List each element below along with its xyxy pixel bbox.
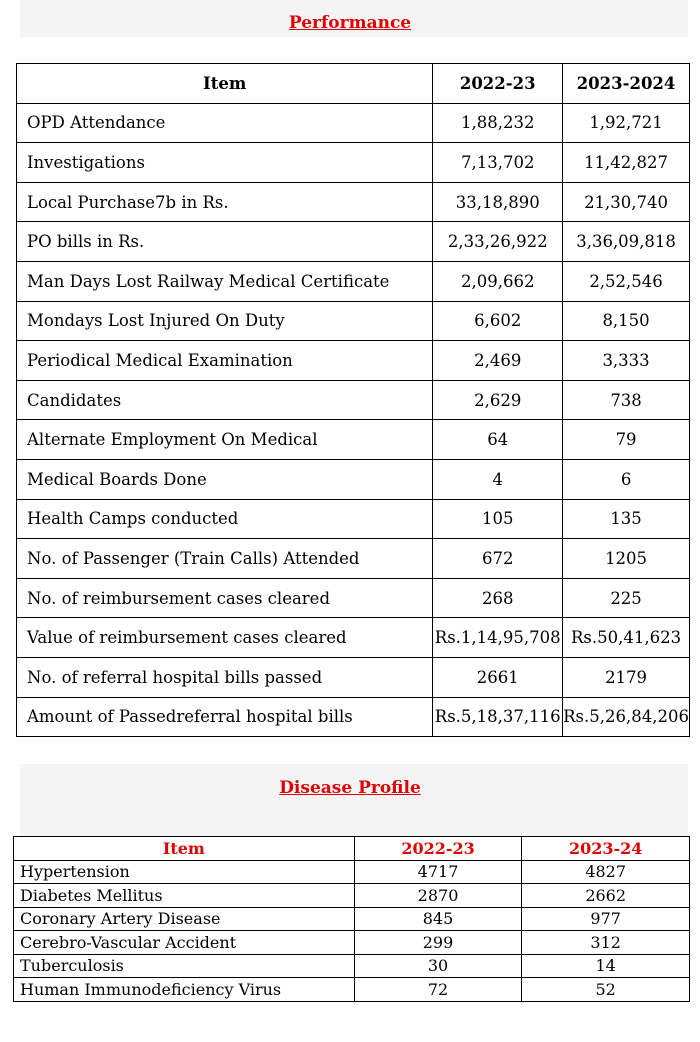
performance-item-cell: Alternate Employment On Medical [17,420,433,460]
performance-item-cell: Health Camps conducted [17,499,433,539]
disease-row [14,907,690,931]
performance-item-cell: Investigations [17,143,433,183]
performance-value-cell: 1205 [563,539,690,579]
performance-value-cell: 2,629 [433,380,563,420]
performance-item-cell: Mondays Lost Injured On Duty [17,301,433,341]
disease-item-cell: Hypertension [14,860,355,884]
performance-header-2023-2024: 2023-2024 [563,64,690,104]
performance-row [17,459,690,499]
disease-row [14,884,690,908]
performance-value-cell: Rs.1,14,95,708 [433,618,563,658]
performance-value-cell: 1,88,232 [433,103,563,143]
performance-value-cell: 11,42,827 [563,143,690,183]
performance-value-cell: 2,52,546 [563,261,690,301]
performance-value-cell: 135 [563,499,690,539]
disease-profile-table [13,836,690,1002]
performance-value-cell: 1,92,721 [563,103,690,143]
performance-value-cell: 268 [433,578,563,618]
performance-item-cell: No. of reimbursement cases cleared [17,578,433,618]
performance-row [17,380,690,420]
performance-row [17,143,690,183]
performance-value-cell: 105 [433,499,563,539]
performance-row [17,301,690,341]
disease-value-cell: 845 [354,907,522,931]
performance-value-cell: 3,36,09,818 [563,222,690,262]
disease-row [14,860,690,884]
performance-row [17,341,690,381]
performance-value-cell: 3,333 [563,341,690,381]
disease-header-2023-24: 2023-24 [522,837,690,861]
performance-item-cell: OPD Attendance [17,103,433,143]
disease-value-cell: 2870 [354,884,522,908]
performance-value-cell: 2,33,26,922 [433,222,563,262]
performance-header-item: Item [17,64,433,104]
performance-value-cell: 2179 [563,657,690,697]
performance-value-cell: 21,30,740 [563,182,690,222]
performance-item-cell: Periodical Medical Examination [17,341,433,381]
performance-value-cell: 2,469 [433,341,563,381]
disease-title-band [20,764,688,836]
performance-value-cell: 225 [563,578,690,618]
performance-row [17,499,690,539]
performance-item-cell: Candidates [17,380,433,420]
performance-value-cell: 738 [563,380,690,420]
performance-row [17,182,690,222]
performance-row [17,420,690,460]
performance-row [17,222,690,262]
performance-table [16,63,690,737]
disease-value-cell: 30 [354,954,522,978]
performance-item-cell: Value of reimbursement cases cleared [17,618,433,658]
disease-value-cell: 52 [522,978,690,1002]
performance-value-cell: 64 [433,420,563,460]
disease-item-cell: Diabetes Mellitus [14,884,355,908]
performance-item-cell: Medical Boards Done [17,459,433,499]
disease-item-cell: Coronary Artery Disease [14,907,355,931]
performance-value-cell: Rs.5,26,84,206 [563,697,690,737]
performance-value-cell: 8,150 [563,301,690,341]
performance-value-cell: Rs.50,41,623 [563,618,690,658]
disease-row [14,954,690,978]
disease-value-cell: 4717 [354,860,522,884]
disease-profile-title: Disease Profile [279,778,421,798]
disease-header-row [14,837,690,861]
disease-value-cell: 299 [354,931,522,955]
disease-header-item: Item [14,837,355,861]
performance-header-row [17,64,690,104]
disease-item-cell: Cerebro-Vascular Accident [14,931,355,955]
disease-value-cell: 312 [522,931,690,955]
performance-value-cell: 6,602 [433,301,563,341]
performance-row [17,618,690,658]
performance-row [17,697,690,737]
disease-value-cell: 14 [522,954,690,978]
performance-title: Performance [288,13,412,33]
performance-row [17,261,690,301]
disease-item-cell: Human Immunodeficiency Virus [14,978,355,1002]
disease-value-cell: 2662 [522,884,690,908]
performance-value-cell: 6 [563,459,690,499]
performance-header-2022-23: 2022-23 [433,64,563,104]
performance-row [17,657,690,697]
performance-item-cell: Local Purchase7b in Rs. [17,182,433,222]
performance-value-cell: 2661 [433,657,563,697]
performance-row [17,103,690,143]
performance-value-cell: 7,13,702 [433,143,563,183]
performance-item-cell: Amount of Passedreferral hospital bills [17,697,433,737]
disease-header-2022-23: 2022-23 [354,837,522,861]
performance-item-cell: Man Days Lost Railway Medical Certificate [17,261,433,301]
performance-item-cell: No. of Passenger (Train Calls) Attended [17,539,433,579]
disease-row [14,978,690,1002]
performance-row [17,578,690,618]
disease-item-cell: Tuberculosis [14,954,355,978]
performance-value-cell: 33,18,890 [433,182,563,222]
performance-item-cell: PO bills in Rs. [17,222,433,262]
performance-row [17,539,690,579]
performance-value-cell: 79 [563,420,690,460]
performance-item-cell: No. of referral hospital bills passed [17,657,433,697]
performance-value-cell: 4 [433,459,563,499]
performance-value-cell: 2,09,662 [433,261,563,301]
disease-row [14,931,690,955]
performance-value-cell: Rs.5,18,37,116 [433,697,563,737]
disease-value-cell: 4827 [522,860,690,884]
disease-value-cell: 72 [354,978,522,1002]
disease-value-cell: 977 [522,907,690,931]
performance-value-cell: 672 [433,539,563,579]
